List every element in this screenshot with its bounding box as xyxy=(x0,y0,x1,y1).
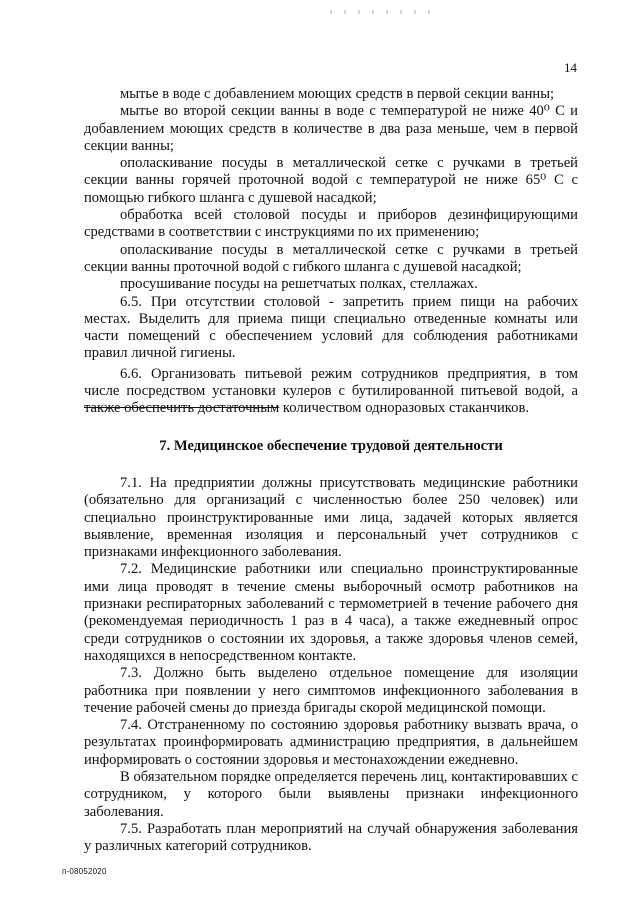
document-code: п-08052020 xyxy=(62,867,107,876)
paragraph-7-5: 7.5. Разработать план мероприятий на случай обнаружения заболевания у различных категорий сотрудников. xyxy=(84,820,578,855)
paragraph: обработка всей столовой посуды и приборов дезинфицирующими средствами в соответствии с инструкциями по их применению; xyxy=(84,207,578,241)
paragraph-7-3: 7.3. Должно быть выделено отдельное помещение для изоляции работника при появлении у него симптомов инфекционного заболевания в течение рабочей смены до приезда бригады скорой медицинской помощи. xyxy=(84,665,578,716)
paragraph: мытье во второй секции ванны в воде с температурой не ниже 40⁰ С и добавлением моющих средств в количестве в два раза меньше, чем в первой секции ванны; xyxy=(84,103,578,154)
struck-text: также обеспечить достаточным xyxy=(84,400,280,417)
document-body xyxy=(84,86,578,855)
paragraph: ополаскивание посуды в металлической сетке с ручками в третьей секции ванны горячей проточной водой с температурой не ниже 65⁰ С с помощью гибкого шланга с душевой насадкой; xyxy=(84,155,578,206)
page-number: 14 xyxy=(564,60,577,75)
paragraph: В обязательном порядке определяется перечень лиц, контактировавших с сотрудником, у которого были выявлены признаки инфекционного заболевания. xyxy=(84,768,578,820)
paragraph-7-4: 7.4. Отстраненному по состоянию здоровья работнику вызвать врача, о результатах проинформировать администрацию предприятия, в дальнейшем информировать о состоянии здоровья и местонахождении ежедневно. xyxy=(84,717,578,768)
paragraph-6-6-text: 6.6. Организовать питьевой режим сотрудников предприятия, в том числе посредством установки кулеров с бутилированной питьевой водой, а xyxy=(84,365,578,400)
paragraph-6-6-text-end: количеством одноразовых стаканчиков. xyxy=(279,400,529,417)
paragraph: мытье в воде с добавлением моющих средств в первой секции ванны; xyxy=(120,86,555,102)
paragraph-7-2: 7.2. Медицинские работники или специально проинструктированные ими лица проводят в течение смены выборочный осмотр работников на признаки респираторных заболеваний с термометрией в течение рабочего дня (рекомендуемая периодичность 1 раз в 4 часа), а также ежедневный опрос среди сотрудников о состоянии их здоровья, а также здоровья членов семей, находящихся в непосредственном контакте. xyxy=(84,561,578,664)
paragraph: просушивание посуды на решетчатых полках, стеллажах. xyxy=(120,276,478,293)
section-heading: 7. Медицинское обеспечение трудовой деятельности xyxy=(159,437,503,454)
paragraph-6-5: 6.5. При отсутствии столовой - запретить прием пищи на рабочих местах. Выделить для приема пищи специально отведенные комнаты или части помещений с обеспечением условий для соблюдения работниками правил личной гигиены. xyxy=(84,293,578,362)
paragraph: ополаскивание посуды в металлической сетке с ручками в третьей секции ванны проточной водой с гибкого шланга с душевой насадкой; xyxy=(84,241,578,275)
paragraph-6-6 xyxy=(84,366,578,418)
paragraph-7-1: 7.1. На предприятии должны присутствовать медицинские работники (обязательно для организаций с численностью более 250 человек) или специально проинструктированные ими лица, задачей которых является выявление, временная изоляция и персональный учет сотрудников с признаками инфекционного заболевания. xyxy=(84,474,578,561)
scan-artifact xyxy=(330,10,440,14)
